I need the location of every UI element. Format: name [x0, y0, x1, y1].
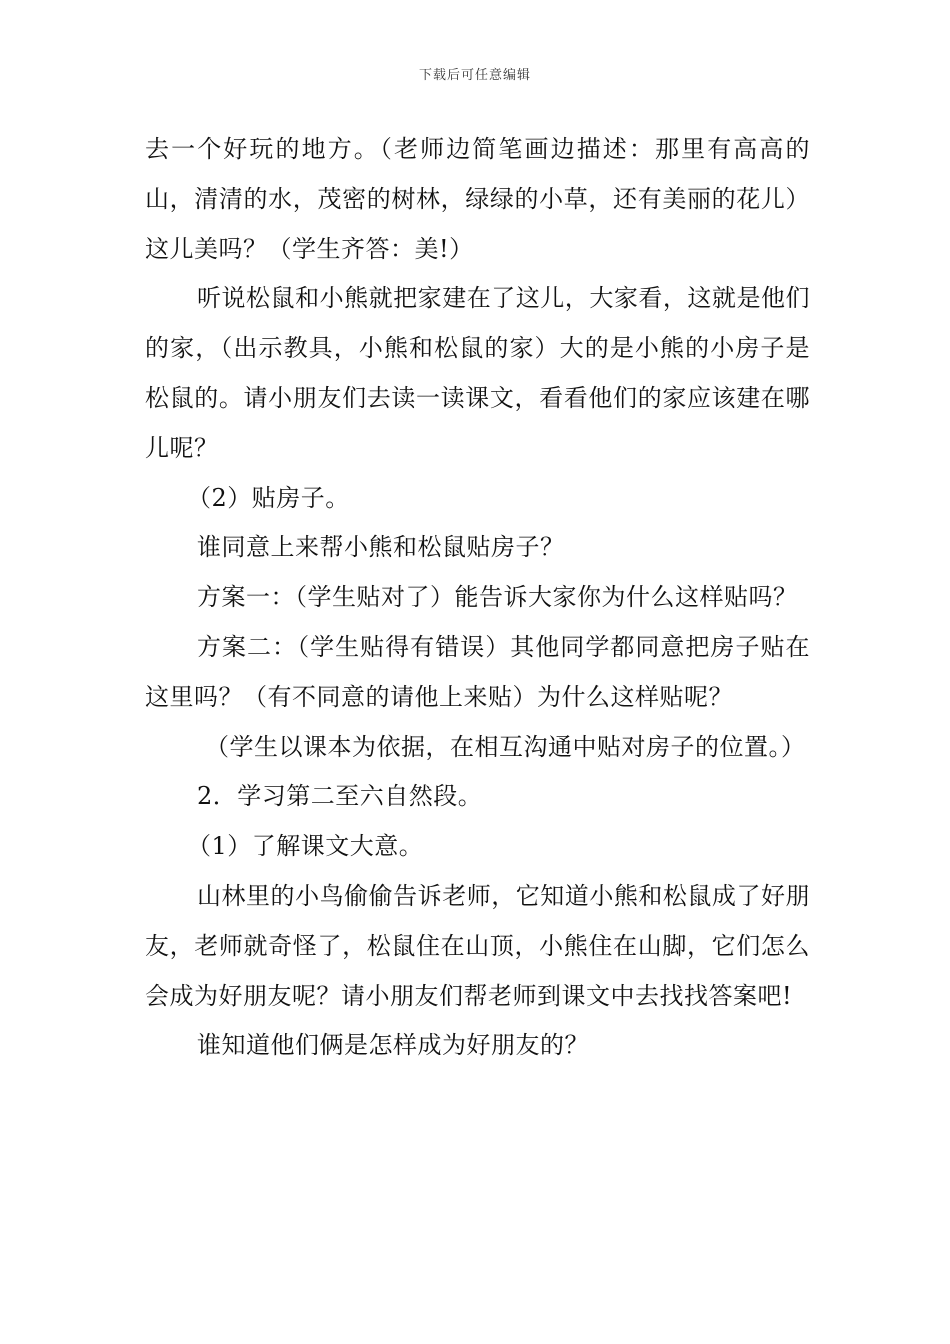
- paragraph-bird-story: 山林里的小鸟偷偷告诉老师，它知道小熊和松鼠成了好朋友，老师就奇怪了，松鼠住在山顶，小熊住在山脚，它们怎么会成为好朋友呢？请小朋友们帮老师到课文中去找找答案吧!: [145, 881, 810, 1010]
- document-body: [145, 125, 810, 1071]
- paragraph-intro-scene: 去一个好玩的地方。（老师边简笔画边描述：那里有高高的山，清清的水，茂密的树林，绿绿的小草，还有美丽的花儿）这儿美吗？（学生齐答：美!）: [145, 135, 810, 263]
- paragraph-plan-one: 方案一：（学生贴对了）能告诉大家你为什么这样贴吗？: [197, 583, 798, 612]
- paragraph-plan-two: 方案二：（学生贴得有错误）其他同学都同意把房子贴在这里吗？（有不同意的请他上来贴）为什么这样贴呢？: [145, 632, 810, 711]
- paragraph-step-paste-houses: （2）贴房子。: [187, 483, 350, 512]
- paragraph-student-note: （学生以课本为依据，在相互沟通中贴对房子的位置。）: [205, 732, 806, 761]
- paragraph-final-question: 谁知道他们俩是怎样成为好朋友的？: [197, 1031, 589, 1060]
- paragraph-houses: 听说松鼠和小熊就把家建在了这儿，大家看，这就是他们的家，（出示教具，小熊和松鼠的家）大的是小熊的小房子是松鼠的。请小朋友们去读一读课文，看看他们的家应该建在哪儿呢？: [145, 284, 810, 462]
- paragraph-question-paste: 谁同意上来帮小熊和松鼠贴房子？: [197, 533, 565, 562]
- paragraph-step-understand: （1）了解课文大意。: [187, 832, 424, 861]
- paragraph-section-two: 2．学习第二至六自然段。: [197, 782, 483, 811]
- page-header-note: 下载后可任意编辑: [418, 68, 531, 83]
